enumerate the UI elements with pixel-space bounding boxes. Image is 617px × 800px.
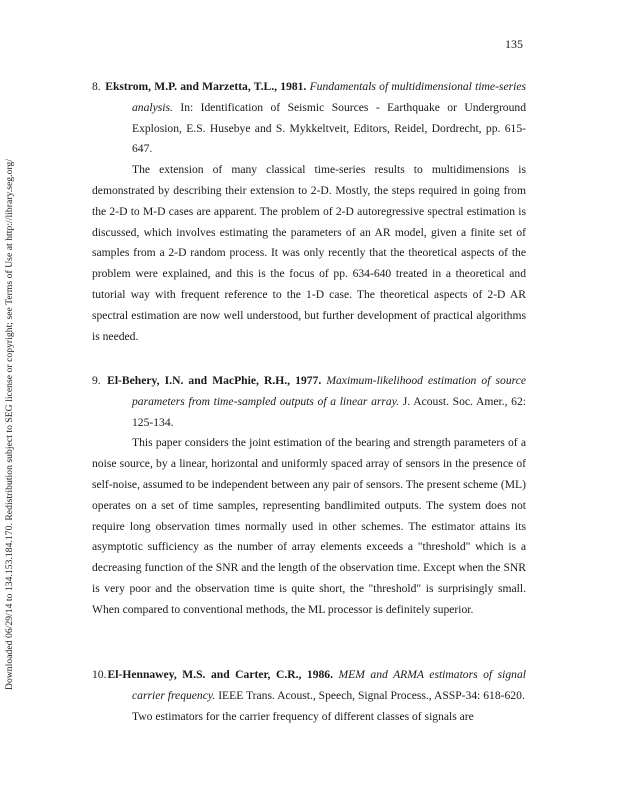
reference-entry-10: [92, 665, 526, 727]
entry-title: Maximum-likelihood estimation of source parameters from time-sampled outputs of a linear array.: [132, 374, 526, 408]
entry-source: In: Identification of Seismic Sources - Earthquake or Underground Explosion, E.S. Husebye and S. Mykkeltveit, Editors, Reidel, Dordrecht, pp. 615-647.: [132, 100, 526, 156]
entry-authors: Ekstrom, M.P. and Marzetta, T.L., 1981.: [105, 80, 307, 93]
citation: [92, 665, 526, 707]
entry-number: 10.: [92, 668, 107, 681]
entry-number: 8.: [92, 80, 101, 93]
entry-source: J. Acoust. Soc. Amer., 62: 125-134.: [132, 394, 526, 429]
entry-number: 9.: [92, 374, 101, 387]
download-notice: Downloaded 06/29/14 to 134.153.184.170. Redistribution subject to SEG license or copyright; see Terms of Use at http://library.seg.org/: [4, 158, 15, 690]
entry-authors: El-Hennawey, M.S. and Carter, C.R., 1986.: [107, 668, 333, 681]
entry-abstract: The extension of many classical time-series results to multidimensions is demonstrated by describing their extension to 2-D. Mostly, the steps required in going from the 2-D to M-D cases are apparent. The problem of 2-D autoregressive spectral estimation is discussed, which involves estimating the parameters of an AR model, given a finite set of samples from a 2-D random process. It was only recently that the theoretical aspects of the problem were explained, and this is the focus of pp. 634-640 treated in a theoretical and tutorial way with frequent reference to the 1-D case. The theoretical aspects of 2-D AR spectral estimation are now well understood, but further development of practical algorithms is needed.: [92, 163, 526, 343]
entry-abstract: Two estimators for the carrier frequency of different classes of signals are: [132, 709, 474, 723]
page-number: 135: [505, 37, 523, 51]
reference-entry-9: [92, 371, 526, 621]
citation: [92, 77, 526, 160]
entry-source: IEEE Trans. Acoust., Speech, Signal Process., ASSP-34: 618-620.: [218, 688, 525, 702]
entry-authors: El-Behery, I.N. and MacPhie, R.H., 1977.: [107, 374, 322, 387]
entry-title: MEM and ARMA estimators of signal carrier frequency.: [132, 668, 526, 702]
citation: [92, 371, 526, 433]
reference-entry-8: [92, 77, 526, 347]
entry-title: Fundamentals of multidimensional time-series analysis.: [132, 80, 526, 114]
entry-abstract: This paper considers the joint estimation of the bearing and strength parameters of a noise source, by a linear, horizontal and uniformly spaced array of sensors in the presence of self-noise, assumed to be independent between any pair of sensors. The present scheme (ML) operates on a set of time samples, representing bandlimited outputs. The system does not require long observation times normally used in other schemes. The estimator attains its asymptotic sufficiency as the number of array elements exceeds a "threshold" which is a decreasing function of the SNR and the length of the observation time. Except when the SNR is very poor and the observation time is quite short, the "threshold" is surprisingly small. When compared to conventional methods, the ML processor is definitely superior.: [92, 436, 526, 616]
